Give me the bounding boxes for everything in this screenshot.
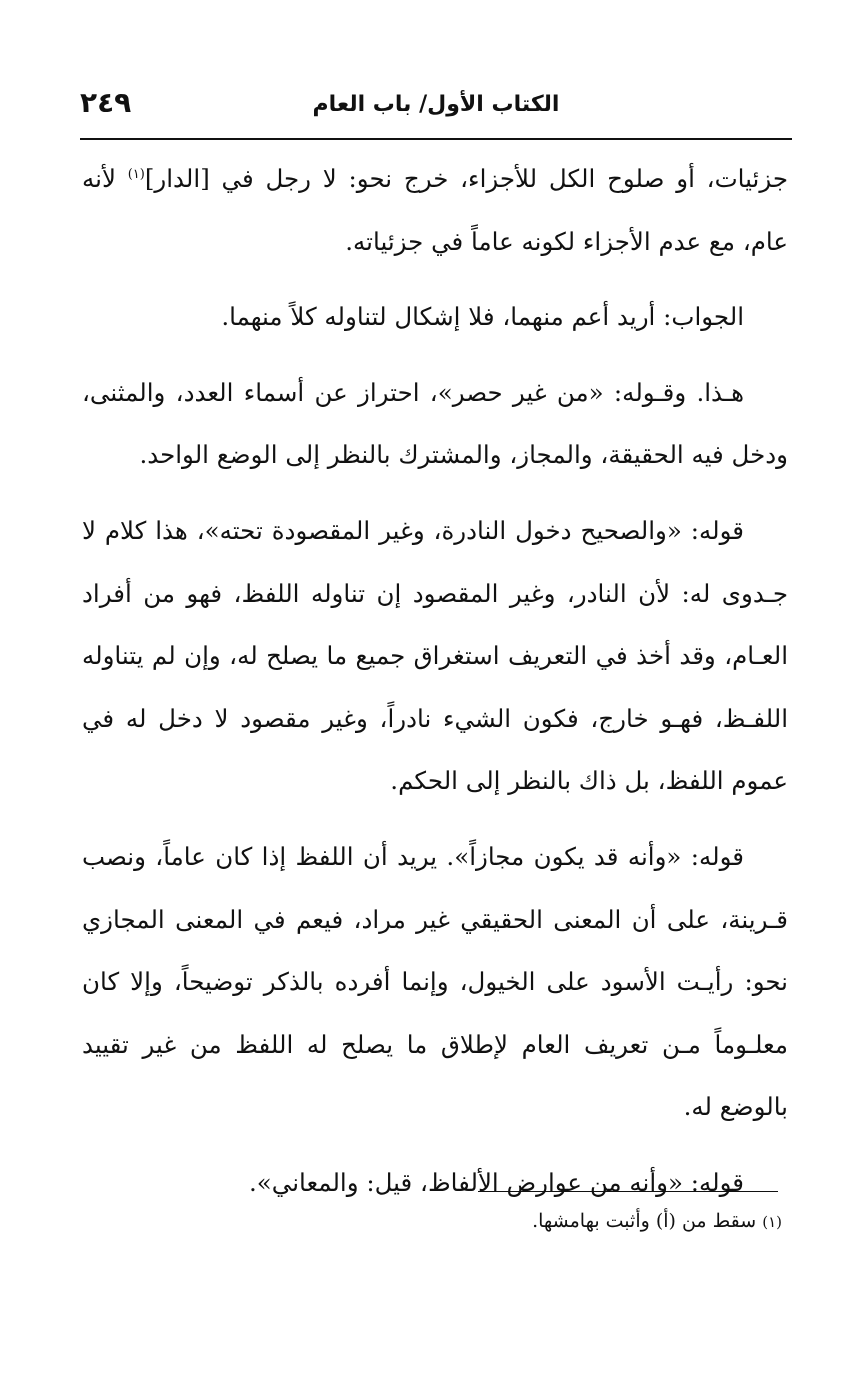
paragraph-6: قوله: «وأنه من عوارض الألفاظ، قيل: والمعاني». bbox=[249, 1167, 744, 1197]
footnote-1 bbox=[300, 1206, 782, 1237]
paragraph-4: قوله: «والصحيح دخول النادرة، وغير المقصودة تحته»، هذا كلام لا جـدوى له: لأن النادر، وغير المقصود إن تناوله اللفظ، فهو من أفراد العـام، وقد أخذ في التعريف استغراق جميع ما يصلح له، وإن لم يتناوله اللفـظ، فهـو خارج، فكون الشيء نادراً، وغير مقصود لا دخل له في عموم اللفظ، بل ذاك بالنظر إلى الحكم. bbox=[82, 515, 788, 796]
paragraph-1 bbox=[82, 148, 788, 273]
running-header bbox=[80, 86, 792, 126]
footnote-text: سقط من (أ) وأثبت بهامشها. bbox=[532, 1210, 757, 1232]
paragraph-5: قوله: «وأنه قد يكون مجازاً». يريد أن اللفظ إذا كان عاماً، ونصب قـرينة، على أن المعنى الحقيقي غير مراد، فيعم في المعنى المجازي نحو: رأيـت الأسود على الخيول، وإنما أفرده بالذكر توضيحاً، وإلا كان معلـوماً مـن تعريف العام لإطلاق ما يصلح له اللفظ من غير تقييد بالوضع له. bbox=[82, 841, 788, 1122]
footnote-divider bbox=[478, 1191, 778, 1192]
page-number: ٢٤٩ bbox=[80, 86, 132, 119]
header-title: الكتاب الأول/ باب العام bbox=[312, 92, 560, 117]
main-text bbox=[82, 148, 788, 1228]
footnote-reference-1[interactable]: (١) bbox=[127, 166, 145, 182]
paragraph-1-continuation: لأنه عام، مع عدم الأجزاء لكونه عاماً في جزئياته. bbox=[82, 164, 788, 256]
footnote-number: (١) bbox=[762, 1213, 782, 1231]
paragraph-3: هـذا. وقـوله: «من غير حصر»، احتراز عن أسماء العدد، والمثنى، ودخل فيه الحقيقة، والمجاز، والمشترك بالنظر إلى الوضع الواحد. bbox=[82, 377, 788, 470]
paragraph-1-text: جزئيات، أو صلوح الكل للأجزاء، خرج نحو: لا رجل في [الدار] bbox=[144, 164, 788, 193]
header-divider bbox=[80, 138, 792, 140]
paragraph-2: الجواب: أريد أعم منهما، فلا إشكال لتناوله كلاً منهما. bbox=[221, 302, 744, 332]
